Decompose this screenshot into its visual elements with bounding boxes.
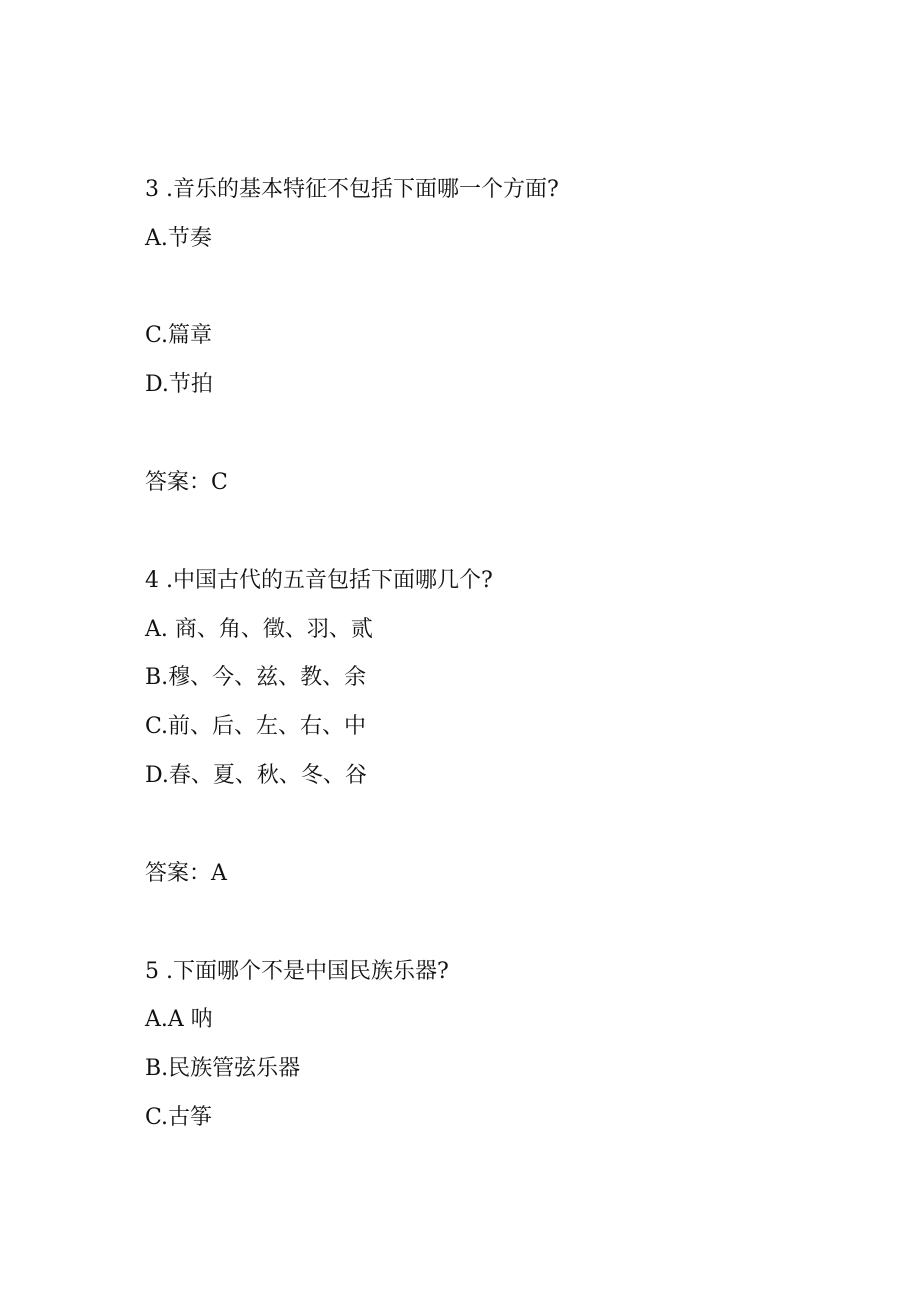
q5-option-b: B.民族管弦乐器 xyxy=(145,1056,301,1081)
q4-option-a: A. 商、角、徵、羽、贰 xyxy=(145,617,373,642)
q3-option-c: C.篇章 xyxy=(145,323,213,348)
q3-option-d: D.节拍 xyxy=(145,372,213,397)
question-3: 3 .音乐的基本特征不包括下面哪一个方面? xyxy=(145,177,559,202)
q4-option-c: C.前、后、左、右、中 xyxy=(145,714,367,739)
q4-option-d: D.春、夏、秋、冬、谷 xyxy=(145,763,367,788)
q3-option-a: A.节奏 xyxy=(145,226,212,251)
question-4: 4 .中国古代的五音包括下面哪几个? xyxy=(145,568,493,593)
q5-option-a: A.A 呐 xyxy=(145,1007,213,1032)
q5-option-c: C.古筝 xyxy=(145,1105,213,1130)
q3-answer: 答案：C xyxy=(145,470,228,495)
question-5: 5 .下面哪个不是中国民族乐器? xyxy=(145,959,449,984)
q4-answer: 答案：A xyxy=(145,861,227,886)
q4-option-b: B.穆、今、兹、教、余 xyxy=(145,665,367,690)
